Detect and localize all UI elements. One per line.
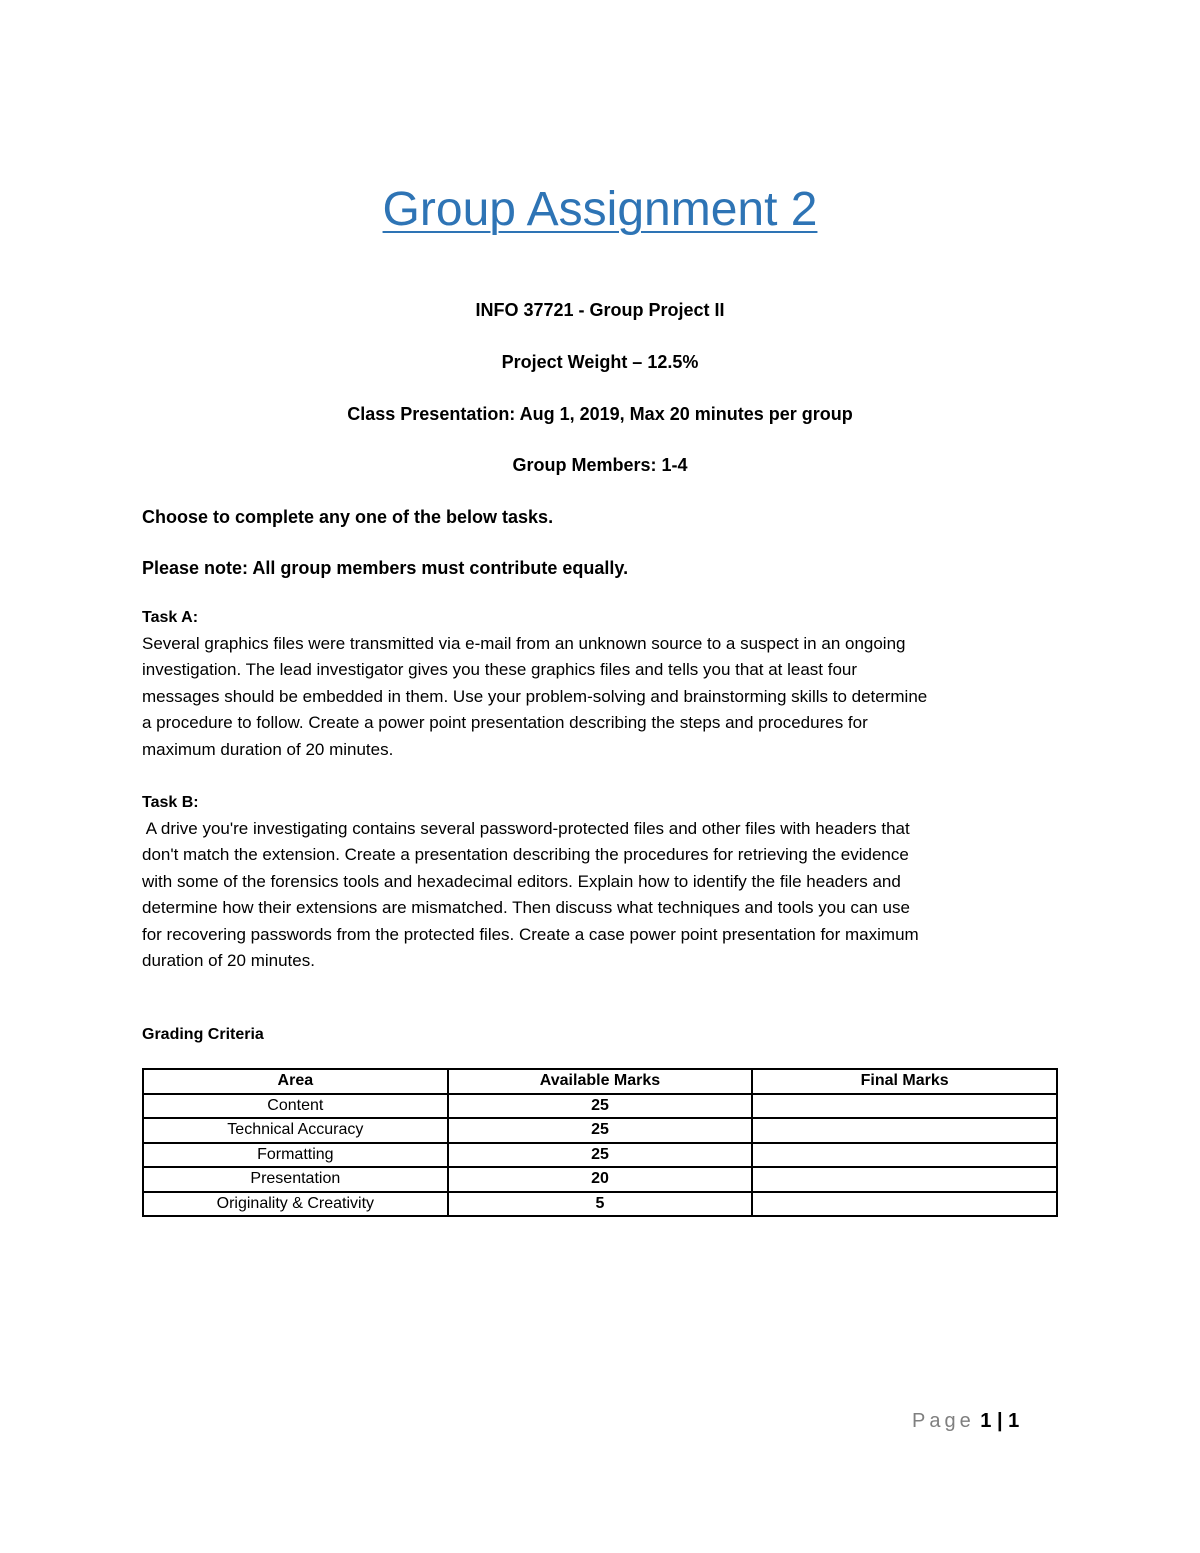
page-label: Page: [912, 1410, 975, 1432]
table-header-row: [143, 1069, 1057, 1094]
marks-cell: 20: [448, 1167, 753, 1192]
task-b-line: don't match the extension. Create a presentation describing the procedures for retrieving the evidence: [142, 845, 909, 865]
final-marks-cell: [752, 1167, 1057, 1192]
table-row: [143, 1118, 1057, 1143]
column-header-available-marks: Available Marks: [448, 1069, 753, 1094]
final-marks-cell: [752, 1143, 1057, 1168]
task-b-heading: Task B:: [142, 794, 199, 811]
marks-cell: 25: [448, 1143, 753, 1168]
task-a-line: investigation. The lead investigator gives you these graphics files and tells you that at least four: [142, 660, 858, 680]
final-marks-cell: [752, 1192, 1057, 1217]
task-b-body: [142, 816, 1062, 974]
marks-cell: 25: [448, 1094, 753, 1119]
final-marks-cell: [752, 1118, 1057, 1143]
table-row: [143, 1143, 1057, 1168]
area-cell: Technical Accuracy: [143, 1118, 448, 1143]
task-a-heading: Task A:: [142, 609, 199, 626]
current-page-number: 1: [980, 1410, 992, 1432]
column-header-area: Area: [143, 1069, 448, 1094]
table-row: [143, 1094, 1057, 1119]
instruction-line: Choose to complete any one of the below tasks.: [142, 507, 554, 527]
course-line: INFO 37721 - Group Project II: [475, 300, 725, 320]
marks-cell: 5: [448, 1192, 753, 1217]
task-a-line: messages should be embedded in them. Use your problem-solving and brainstorming skills to determine: [142, 686, 928, 706]
area-cell: Formatting: [143, 1143, 448, 1168]
task-b-line: A drive you're investigating contains several password-protected files and other files with headers that: [142, 819, 910, 838]
page-footer: [912, 1408, 1019, 1434]
table-row: [143, 1192, 1057, 1217]
document-title: Group Assignment 2: [382, 183, 818, 236]
task-a-line: Several graphics files were transmitted via e-mail from an unknown source to a suspect in an ongoing: [142, 634, 906, 653]
task-b-line: for recovering passwords from the protected files. Create a case power point presentation for maximum: [142, 924, 919, 944]
area-cell: Content: [143, 1094, 448, 1119]
task-a-line: maximum duration of 20 minutes.: [142, 739, 394, 759]
note-line: Please note: All group members must contribute equally.: [142, 558, 629, 578]
area-cell: Originality & Creativity: [143, 1192, 448, 1217]
total-page-number: 1: [1008, 1410, 1020, 1432]
page-separator: |: [996, 1410, 1003, 1432]
area-cell: Presentation: [143, 1167, 448, 1192]
members-line: Group Members: 1-4: [512, 455, 688, 475]
column-header-final-marks: Final Marks: [752, 1069, 1057, 1094]
grading-table: [142, 1068, 1058, 1217]
task-b-line: determine how their extensions are mismatched. Then discuss what techniques and tools you can use: [142, 898, 910, 918]
task-b-line: duration of 20 minutes.: [142, 951, 315, 971]
weight-line: Project Weight – 12.5%: [501, 352, 699, 372]
task-a-body: [142, 631, 1062, 763]
table-row: [143, 1167, 1057, 1192]
presentation-line: Class Presentation: Aug 1, 2019, Max 20 minutes per group: [347, 404, 853, 424]
final-marks-cell: [752, 1094, 1057, 1119]
task-a-line: a procedure to follow. Create a power point presentation describing the steps and procedures for: [142, 713, 868, 733]
grading-heading: Grading Criteria: [142, 1026, 264, 1043]
marks-cell: 25: [448, 1118, 753, 1143]
task-b-line: with some of the forensics tools and hexadecimal editors. Explain how to identify the file headers and: [142, 871, 901, 891]
